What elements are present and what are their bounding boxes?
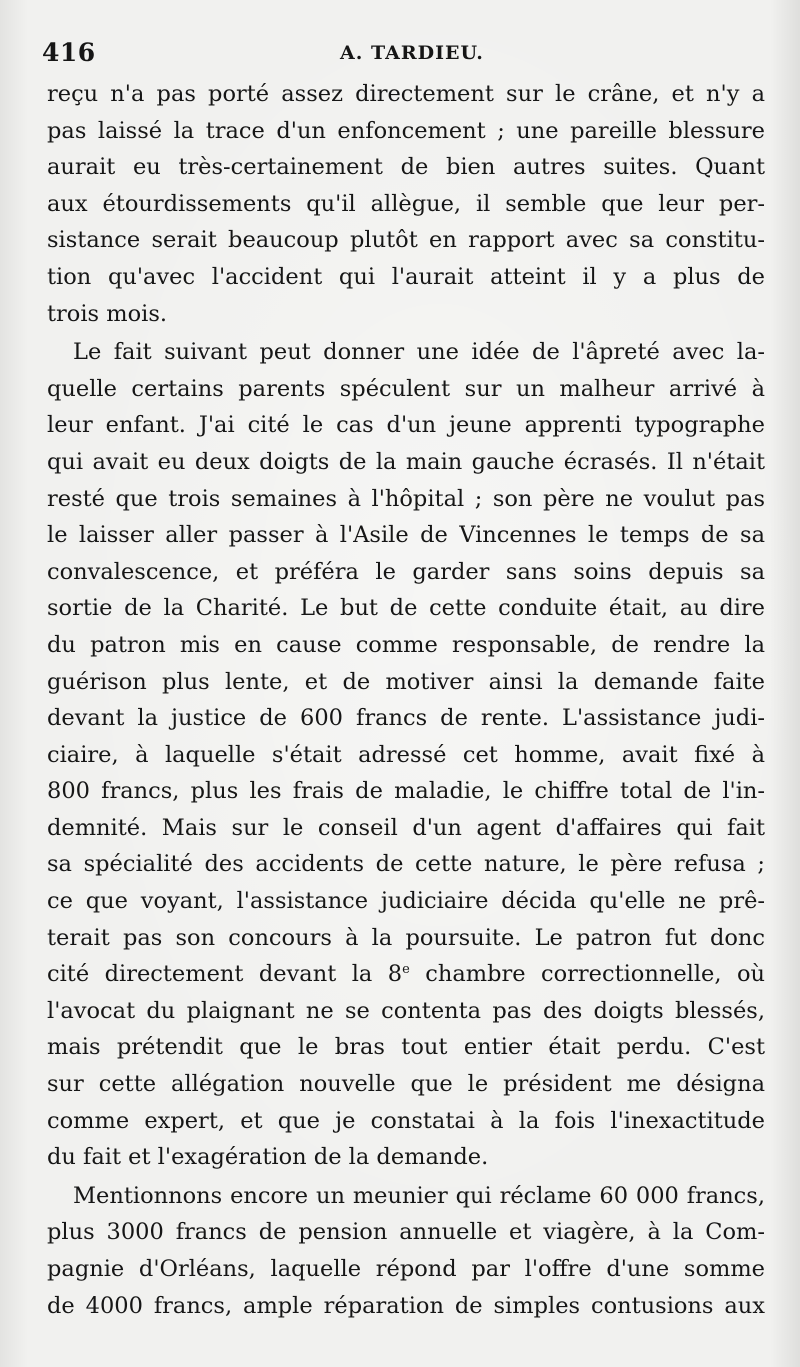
text-line: ciaire, à laquelle s'était adressé cet homme, avait fixé à	[47, 741, 765, 768]
text-line: terait pas son concours à la poursuite. Le patron fut donc	[47, 924, 765, 951]
text-line: du fait et l'exagération de la demande.	[47, 1144, 489, 1171]
text-line: du patron mis en cause comme responsable, de rendre la	[47, 631, 765, 658]
text-line: pas laissé la trace d'un enfoncement ; une pareille blessure	[47, 117, 765, 144]
text-line: comme expert, et que je constatai à la fois l'inexactitude	[47, 1107, 765, 1134]
text-line: convalescence, et préféra le garder sans soins depuis sa	[47, 558, 765, 585]
text-line: de 4000 francs, ample réparation de simples contusions aux	[47, 1292, 765, 1319]
text-line-with-superscript	[47, 956, 765, 993]
running-title-author: A. TARDIEU.	[340, 42, 484, 64]
text-line: demnité. Mais sur le conseil d'un agent d'affaires qui fait	[47, 814, 765, 841]
text-line: devant la justice de 600 francs de rente. L'assistance judi-	[47, 705, 765, 732]
text-line: aurait eu très-certainement de bien autres suites. Quant	[47, 154, 765, 181]
running-head	[40, 38, 760, 68]
ordinal-superscript: e	[402, 962, 410, 978]
text-line: qui avait eu deux doigts de la main gauche écrasés. Il n'était	[47, 448, 765, 475]
text-line: sistance serait beaucoup plutôt en rapport avec sa constitu-	[47, 227, 765, 254]
text-line: resté que trois semaines à l'hôpital ; son père ne voulut pas	[47, 485, 765, 512]
text-line: aux étourdissements qu'il allègue, il semble que leur per-	[47, 190, 765, 217]
text-line: le laisser aller passer à l'Asile de Vincennes le temps de sa	[47, 522, 765, 549]
text-line: 800 francs, plus les frais de maladie, le chiffre total de l'in-	[47, 778, 765, 805]
text-line: reçu n'a pas porté assez directement sur le crâne, et n'y a	[47, 81, 765, 107]
paragraph-start-line: Le fait suivant peut donner une idée de l'âpreté avec la-	[73, 339, 765, 366]
line-head: cité directement devant la 8	[47, 961, 403, 988]
page-number: 416	[42, 38, 96, 67]
paragraph-start-line: Mentionnons encore un meunier qui réclame 60 000 francs,	[73, 1182, 765, 1209]
text-line: plus 3000 francs de pension annuelle et viagère, à la Com-	[47, 1219, 765, 1246]
text-line: trois mois.	[47, 300, 168, 327]
text-line: guérison plus lente, et de motiver ainsi la demande faite	[47, 668, 765, 695]
text-line: ce que voyant, l'assistance judiciaire décida qu'elle ne prê-	[47, 888, 765, 915]
text-line: sa spécialité des accidents de cette nature, le père refusa ;	[47, 851, 765, 878]
line-tail: chambre correctionnelle, où	[409, 961, 765, 988]
text-line: quelle certains parents spéculent sur un malheur arrivé à	[47, 375, 765, 402]
text-line: l'avocat du plaignant ne se contenta pas des doigts blessés,	[47, 997, 765, 1024]
text-line: leur enfant. J'ai cité le cas d'un jeune apprenti typographe	[47, 412, 765, 439]
body-text	[47, 76, 765, 1324]
text-line: tion qu'avec l'accident qui l'aurait atteint il y a plus de	[47, 263, 765, 290]
text-line: sortie de la Charité. Le but de cette conduite était, au dire	[47, 595, 765, 622]
text-line: pagnie d'Orléans, laquelle répond par l'offre d'une somme	[47, 1256, 765, 1282]
text-line: sur cette allégation nouvelle que le président me désigna	[47, 1071, 765, 1098]
text-line: mais prétendit que le bras tout entier était perdu. C'est	[47, 1034, 765, 1061]
